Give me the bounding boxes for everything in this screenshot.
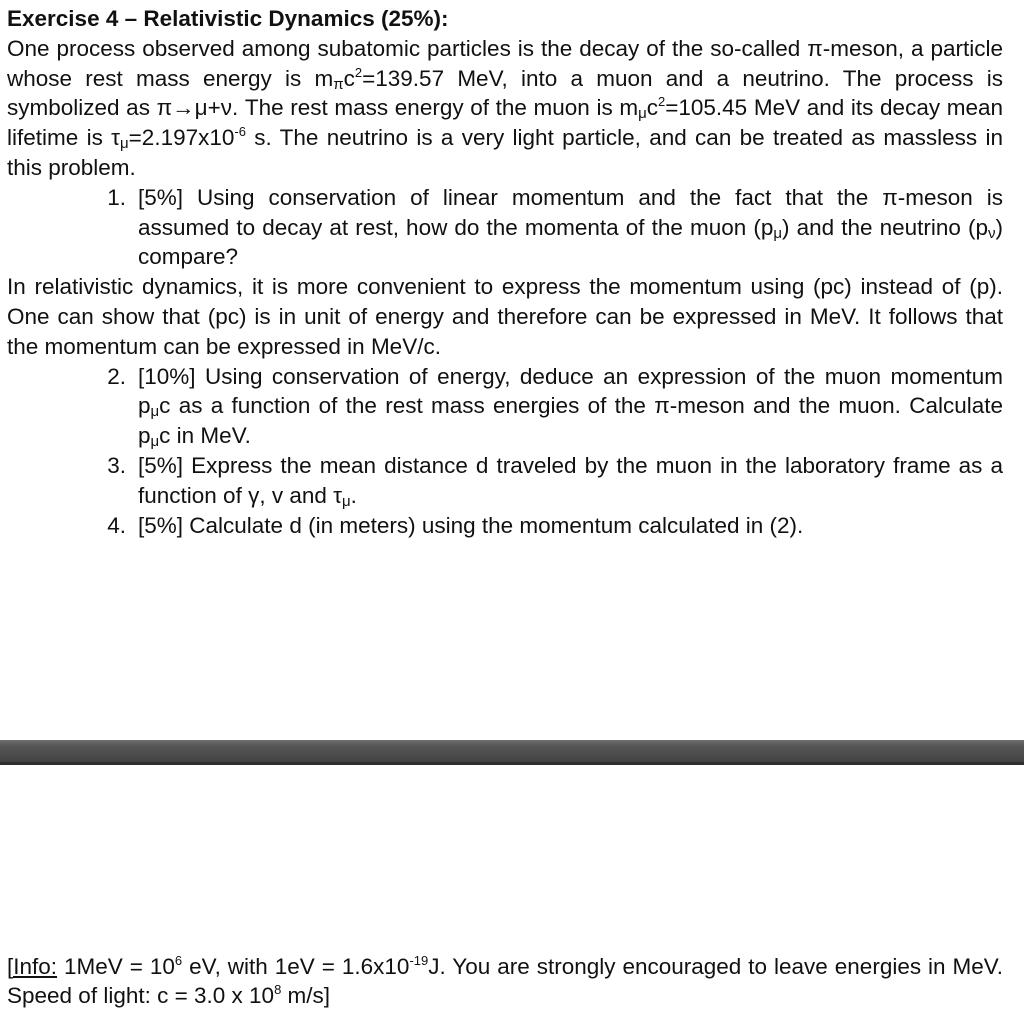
squared-superscript: 2 bbox=[658, 94, 665, 109]
mu-subscript: μ bbox=[120, 135, 129, 152]
q1-text-1: [5%] Using conservation of linear momentum and the fact that the π-meson is assumed to decay at rest, how do the momenta of the muon (p bbox=[138, 185, 1003, 240]
question-number: 4. bbox=[7, 511, 138, 541]
mu-subscript: μ bbox=[638, 105, 647, 122]
q2-text-1: [10%] Using conservation of energy, deduce an expression of the muon momentum p bbox=[138, 364, 1003, 419]
exercise-title: Exercise 4 – Relativistic Dynamics (25%): bbox=[7, 4, 1003, 34]
question-text: [5%] Calculate d (in meters) using the momentum calculated in (2). bbox=[138, 511, 1003, 541]
middle-paragraph: In relativistic dynamics, it is more convenient to express the momentum using (pc) instead of (p). One can show that (pc) is in unit of energy and therefore can be expressed in MeV. It follows that the momentum can be expressed in MeV/c. bbox=[7, 272, 1003, 361]
question-text bbox=[138, 183, 1003, 272]
question-1 bbox=[7, 183, 1003, 272]
question-3 bbox=[7, 451, 1003, 511]
q3-text-2: . bbox=[351, 483, 357, 508]
question-text bbox=[138, 451, 1003, 511]
q1-text-3: ) compare? bbox=[138, 215, 1003, 270]
q1-text-2: ) and the neutrino (p bbox=[782, 215, 988, 240]
nu-subscript: ν bbox=[988, 225, 996, 242]
intro-text-7: s. The neutrino is a very light particle, and can be treated as massless in this problem. bbox=[7, 125, 1003, 180]
info-label: [Info: bbox=[7, 954, 57, 979]
question-number: 2. bbox=[7, 362, 138, 451]
exponent-superscript: -19 bbox=[409, 953, 428, 968]
q3-text-1: [5%] Express the mean distance d traveled by the muon in the laboratory frame as a function of γ, v and τ bbox=[138, 453, 1003, 508]
question-text bbox=[138, 362, 1003, 451]
question-2 bbox=[7, 362, 1003, 451]
pi-subscript: π bbox=[333, 76, 343, 93]
question-number: 1. bbox=[7, 183, 138, 272]
q2-text-3: c in MeV. bbox=[159, 423, 251, 448]
mu-subscript: μ bbox=[773, 225, 782, 242]
exponent-superscript: -6 bbox=[234, 124, 246, 139]
question-number: 3. bbox=[7, 451, 138, 511]
info-text-1: 1MeV = 10 bbox=[57, 954, 175, 979]
intro-text-3: =139.57 MeV, into a muon and a neutrino. The process is symbolized as π→μ+ν. The rest mass energy of the muon is m bbox=[7, 66, 1003, 121]
intro-text-4: c bbox=[647, 95, 658, 120]
exponent-superscript: 6 bbox=[175, 953, 182, 968]
info-note bbox=[7, 952, 1003, 1011]
intro-text-2: c bbox=[344, 66, 355, 91]
exponent-superscript: 8 bbox=[274, 982, 281, 997]
q2-text-2: c as a function of the rest mass energies of the π-meson and the muon. Calculate p bbox=[138, 393, 1003, 448]
intro-text-1: One process observed among subatomic particles is the decay of the so-called π-meson, a particle whose rest mass energy is m bbox=[7, 36, 1003, 91]
exercise-section bbox=[7, 4, 1003, 540]
mu-subscript: μ bbox=[151, 433, 160, 450]
section-divider bbox=[0, 740, 1024, 765]
squared-superscript: 2 bbox=[355, 65, 362, 80]
info-text-2: eV, with 1eV = 1.6x10 bbox=[182, 954, 409, 979]
info-text-4: m/s] bbox=[281, 983, 330, 1008]
mu-subscript: μ bbox=[151, 403, 160, 420]
intro-text-6: =2.197x10 bbox=[129, 125, 235, 150]
intro-paragraph bbox=[7, 34, 1003, 183]
mu-subscript: μ bbox=[342, 493, 351, 510]
info-text-3: J. You are strongly encouraged to leave energies in MeV. Speed of light: c = 3.0 x 10 bbox=[7, 954, 1003, 1009]
intro-text-5: =105.45 MeV and its decay mean lifetime is τ bbox=[7, 95, 1003, 150]
question-4 bbox=[7, 511, 1003, 541]
